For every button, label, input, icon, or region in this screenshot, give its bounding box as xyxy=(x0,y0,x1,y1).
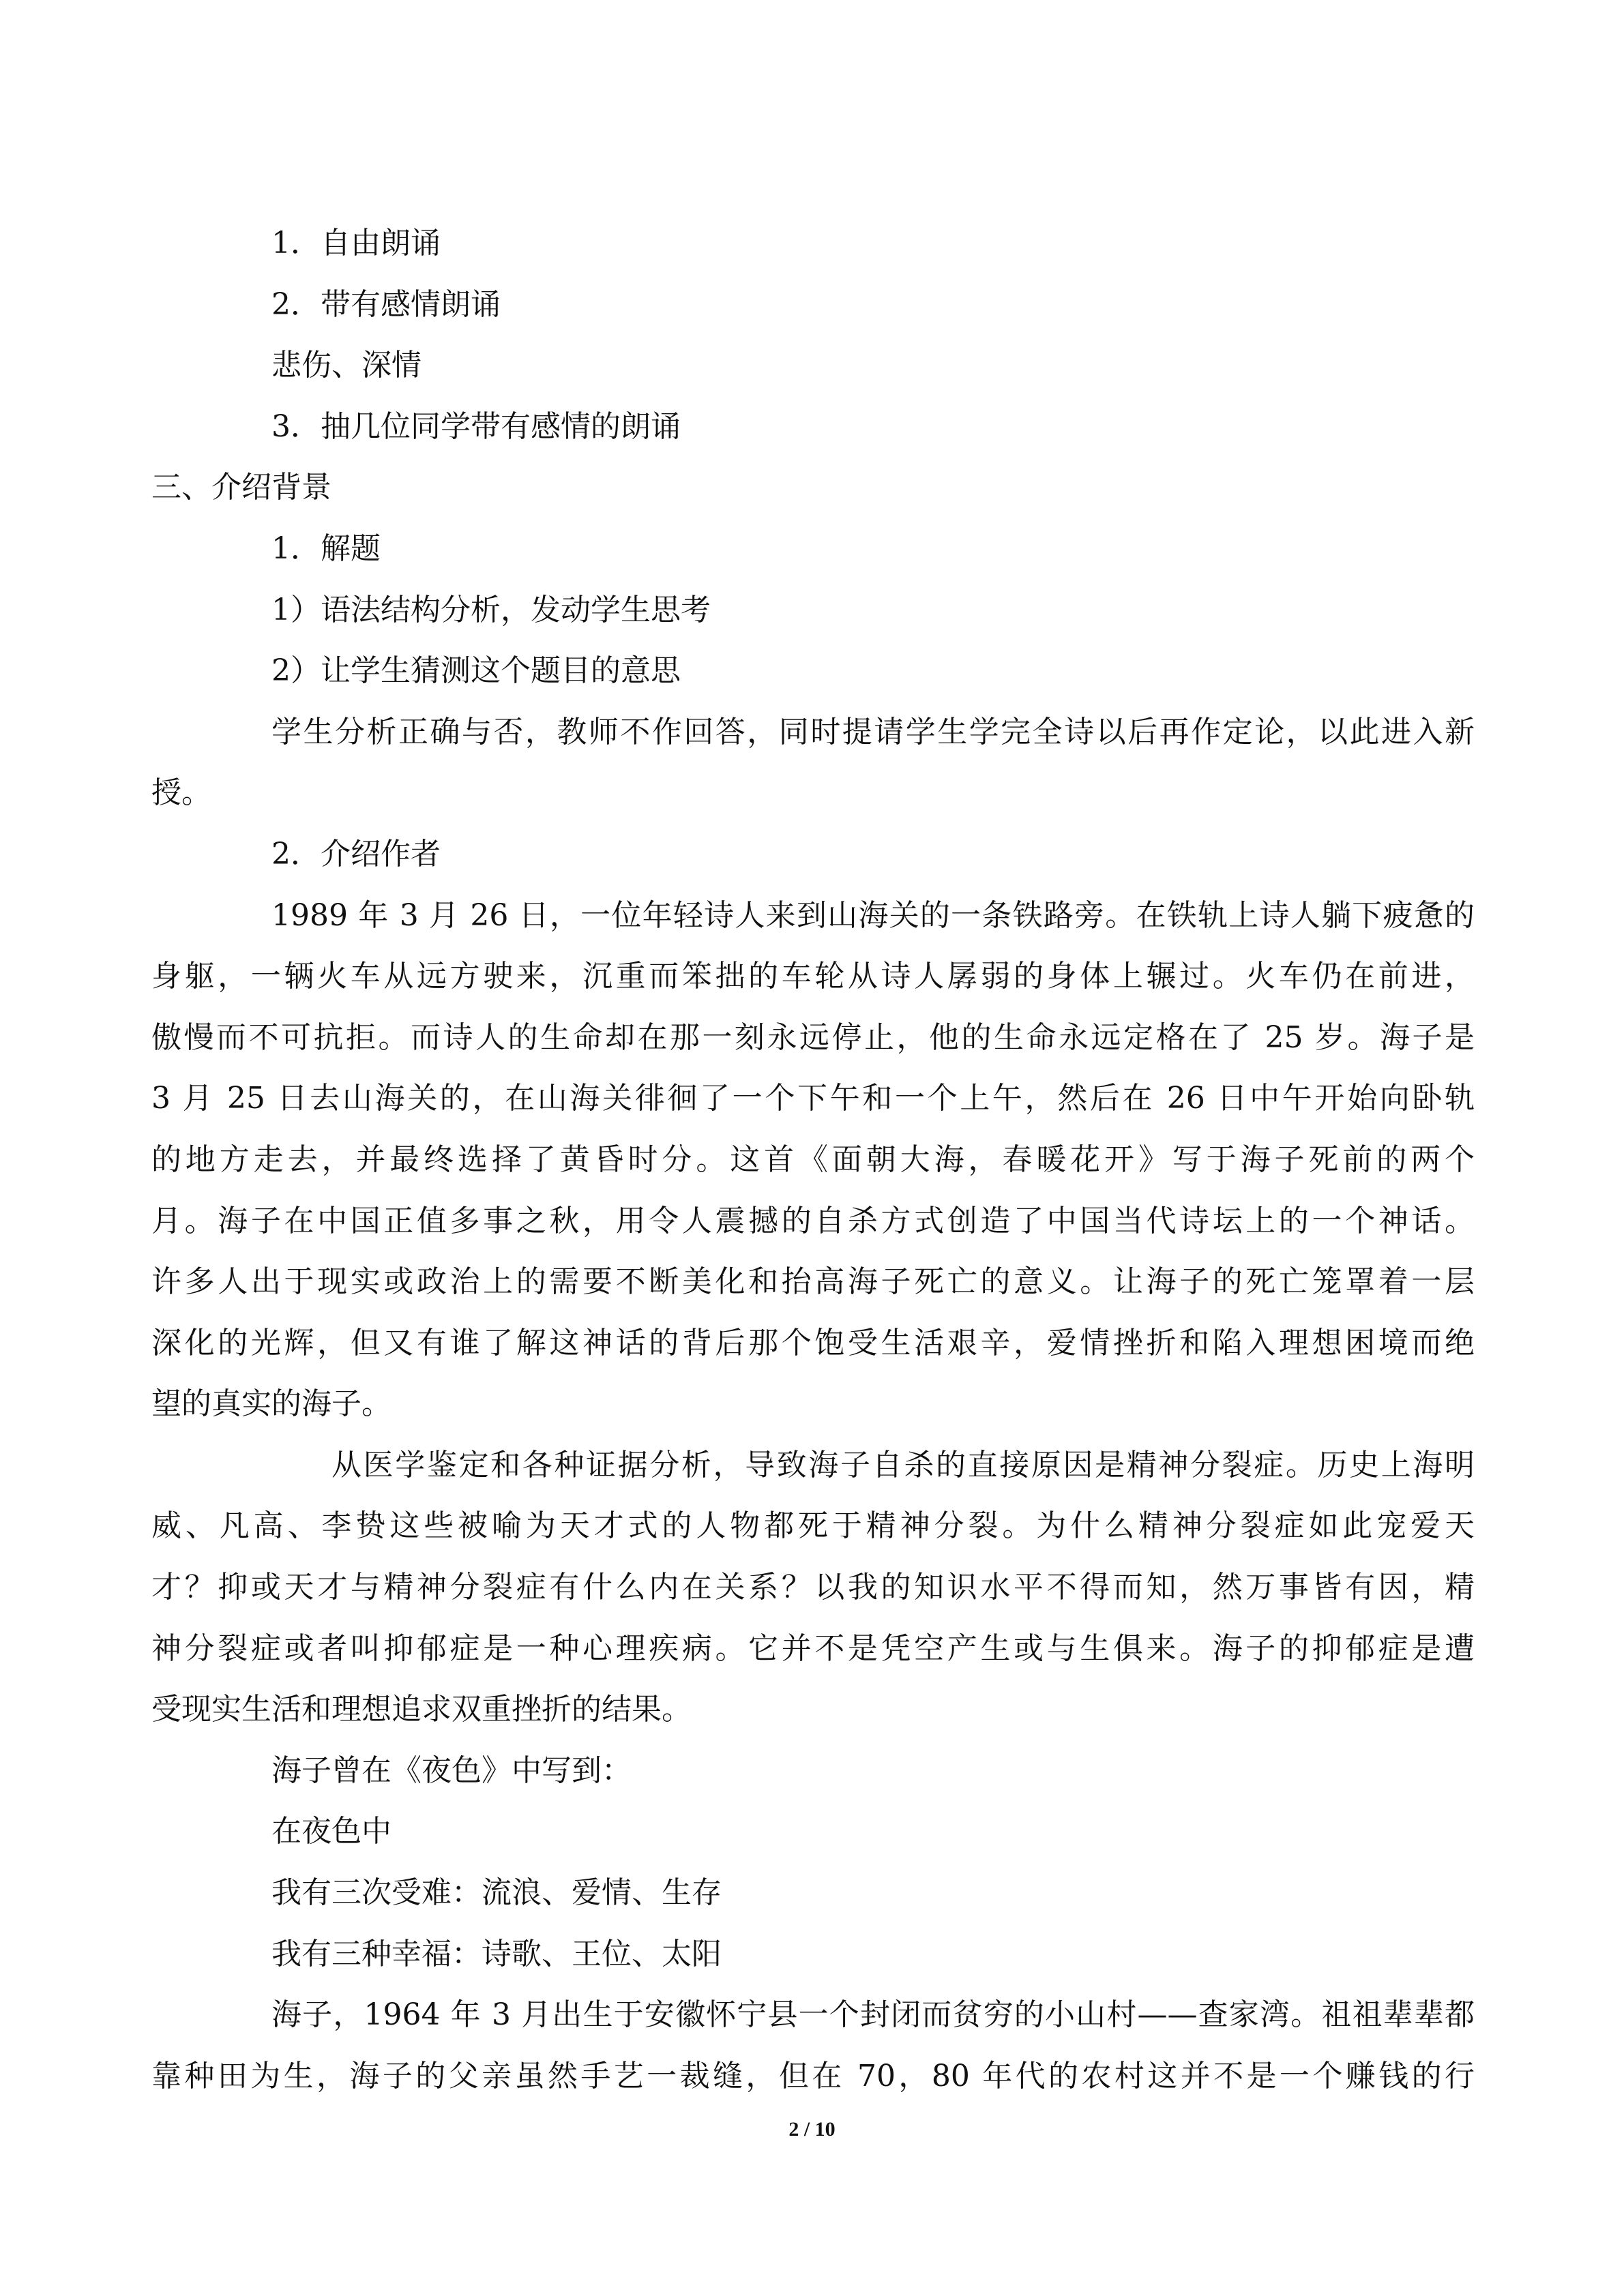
document-body xyxy=(151,213,1475,2106)
text-line-9: 学生分析正确与否，教师不作回答，同时提请学生学完全诗以后再作定论，以此进入新 xyxy=(271,714,1475,749)
text-line-11: 2．介绍作者 xyxy=(271,836,441,871)
poem-line-1: 在夜色中 xyxy=(271,1814,392,1849)
text-line-23: 才？抑或天才与精神分裂症有什么内在关系？以我的知识水平不得而知，然万事皆有因，精 xyxy=(151,1570,1475,1605)
text-line-30: 海子，1964 年 3 月出生于安徽怀宁县一个封闭而贫穷的小山村——查家湾。祖祖辈辈都 xyxy=(271,1997,1475,2033)
text-line-26: 海子曾在《夜色》中写到： xyxy=(271,1753,632,1788)
text-line-19: 深化的光辉，但又有谁了解这神话的背后那个饱受生活艰辛，爱情挫折和陷入理想困境而绝 xyxy=(151,1325,1475,1360)
text-line-7: 1）语法结构分析，发动学生思考 xyxy=(271,592,711,627)
text-line-22: 威、凡高、李贽这些被喻为天才式的人物都死于精神分裂。为什么精神分裂症如此宠爱天 xyxy=(151,1508,1475,1544)
text-line-4: 3．抽几位同学带有感情的朗诵 xyxy=(271,408,681,444)
text-line-1: 1．自由朗诵 xyxy=(271,226,441,260)
poem-line-2: 我有三次受难：流浪、爱情、生存 xyxy=(271,1875,722,1911)
text-line-2: 2．带有感情朗诵 xyxy=(271,286,501,322)
text-line-17: 月。海子在中国正值多事之秋，用令人震撼的自杀方式创造了中国当代诗坛上的一个神话。 xyxy=(151,1203,1475,1238)
text-line-20: 望的真实的海子。 xyxy=(151,1386,392,1422)
text-line-24: 神分裂症或者叫抑郁症是一种心理疾病。它并不是凭空产生或与生俱来。海子的抑郁症是遭 xyxy=(151,1630,1475,1666)
poem-line-3: 我有三种幸福：诗歌、王位、太阳 xyxy=(271,1936,722,1971)
text-line-31: 靠种田为生，海子的父亲虽然手艺一裁缝，但在 70，80 年代的农村这并不是一个赚钱的行 xyxy=(151,2058,1475,2093)
text-line-16: 的地方走去，并最终选择了黄昏时分。这首《面朝大海，春暖花开》写于海子死前的两个 xyxy=(151,1142,1475,1177)
text-line-15: 3 月 25 日去山海关的，在山海关徘徊了一个下午和一个上午，然后在 26 日中午开始向卧轨 xyxy=(151,1081,1475,1116)
text-line-3: 悲伤、深情 xyxy=(271,348,422,383)
page-number: 2 / 10 xyxy=(788,2118,836,2141)
text-line-18: 许多人出于现实或政治上的需要不断美化和抬高海子死亡的意义。让海子的死亡笼罩着一层 xyxy=(151,1264,1475,1300)
text-line-14: 傲慢而不可抗拒。而诗人的生命却在那一刻永远停止，他的生命永远定格在了 25 岁。海子是 xyxy=(151,1019,1475,1055)
text-line-6: 1．解题 xyxy=(271,531,381,566)
text-line-21: 从医学鉴定和各种证据分析，导致海子自杀的直接原因是精神分裂症。历史上海明 xyxy=(331,1447,1475,1482)
text-line-8: 2）让学生猜测这个题目的意思 xyxy=(271,653,681,689)
text-line-13: 身躯，一辆火车从远方驶来，沉重而笨拙的车轮从诗人孱弱的身体上辗过。火车仍在前进， xyxy=(151,959,1475,994)
text-line-10: 授。 xyxy=(151,775,211,811)
text-line-12: 1989 年 3 月 26 日，一位年轻诗人来到山海关的一条铁路旁。在铁轨上诗人躺下疲惫的 xyxy=(271,897,1475,933)
section-heading: 三、介绍背景 xyxy=(151,470,331,505)
text-line-25: 受现实生活和理想追求双重挫折的结果。 xyxy=(151,1692,692,1727)
